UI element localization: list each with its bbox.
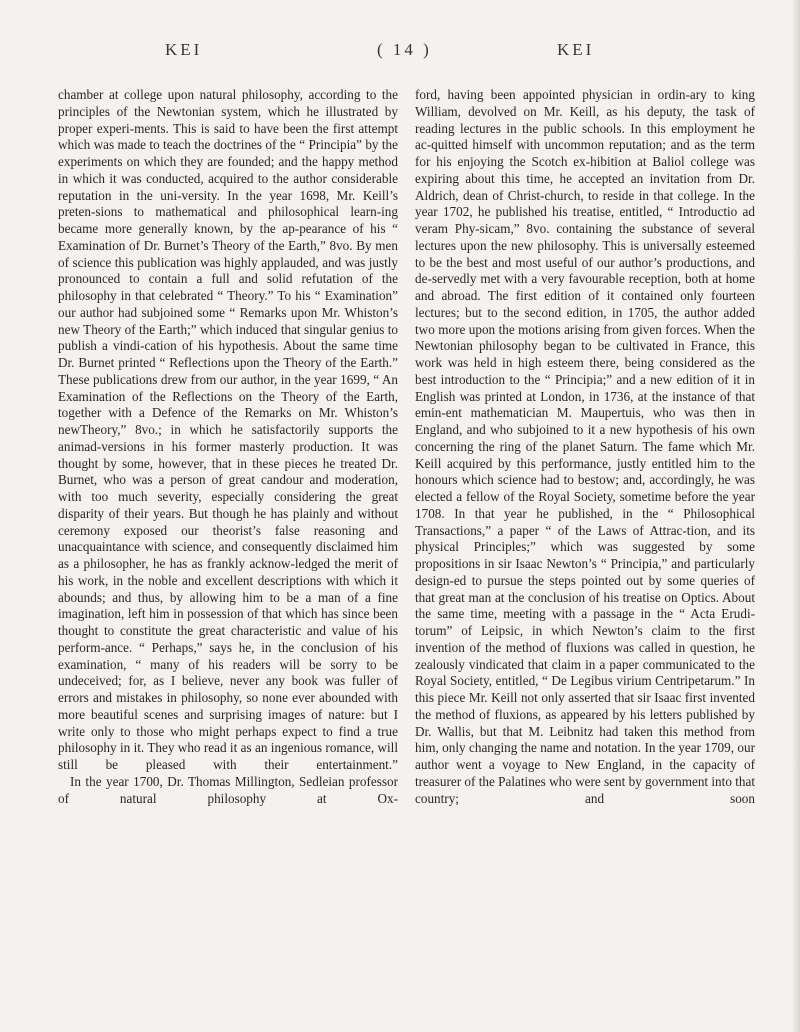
- right-column: [415, 87, 755, 807]
- header-right: KEI: [557, 40, 595, 59]
- page-edge-shadow: [792, 0, 800, 1032]
- running-header: [0, 40, 800, 70]
- left-column: [58, 87, 398, 807]
- left-paragraph-1: chamber at college upon natural philosophy, according to the principles of the Newtonian system, which he illustrated by proper experi-ments. This is said to have been the first attempt which was made to teach the doctrines of the “ Principia” by the experiments on which they are founded; and the happy method in which it was conducted, acquired to the author considerable reputation in the uni-versity. In the year 1698, Mr. Keill’s preten-sions to mathematical and philosophical learn-ing became more generally known, by the ap-pearance of his “ Examination of Dr. Burnet’s Theory of the Earth,” 8vo. By men of science this publication was highly applauded, and was justly pronounced to contain a full and solid refutation of the philosophy in that celebrated “ Theory.” To his “ Examination” our author had subjoined some “ Remarks upon Mr. Whiston’s new Theory of the Earth;” which induced that singular genius to publish a vindi-cation of his hypothesis. About the same time Dr. Burnet printed “ Reflections upon the Theory of the Earth.” These publications drew from our author, in the year 1699, “ An Examination of the Reflections on the Theory of the Earth, together with a Defence of the Remarks on Mr. Whiston’s newTheory,” 8vo.; in which he satisfactorily supports the animad-versions in his former masterly production. It was thought by some, however, that in these pieces he treated Dr. Burnet, who was a person of great candour and moderation, with too much severity, especially considering the great disparity of their years. But though he has plainly and without ceremony exposed our theorist’s false reasoning and unacquaintance with science, and consequently disclaimed him as a philosopher, he has as frankly acknow-ledged the merit of his work, in the noble and excellent descriptions with which it abounds; and thus, by allowing him to be a man of a fine imagination, left him in possession of that which has since been thought to constitute the great characteristic and value of his perform-ance. “ Perhaps,” says he, in the conclusion of his examination, “ many of his readers will be sorry to be undeceived; for, as I believe, never any book was fuller of errors and mistakes in philosophy, so none ever abounded with more beautiful scenes and surprising images of nature: but I write only to those who might perhaps expect to find a true philosophy in it. They who read it as an ingenious romance, will still be pleased with their entertainment.”: [58, 87, 398, 772]
- header-left: KEI: [165, 40, 203, 59]
- right-paragraph-1: ford, having been appointed physician in ordin-ary to king William, devolved on Mr. Keill, as his deputy, the task of reading lectures in the public schools. In this employment he ac-quitted himself with uncommon reputation; and as the term for his enjoying the Scotch ex-hibition at Baliol college was expiring about this time, he accepted an invitation from Dr. Aldrich, dean of Christ-church, to reside in that college. In the year 1702, he published his treatise, entitled, “ Introductio ad veram Phy-sicam,” 8vo. containing the substance of several lectures upon the new philosophy. This is universally esteemed to be the best and most useful of our author’s productions, and de-servedly met with a very favourable reception, both at home and abroad. The first edition of it contained only fourteen lectures; but to the second edition, in 1705, the author added two more upon the motions arising from given forces. When the Newtonian philosophy began to be cultivated in France, this work was held in high esteem there, being considered as the best introduction to the “ Principia;” and a new edition of it in English was printed at London, in 1736, at the instance of that emin-ent mathematician M. Maupertuis, who was then in England, and who subjoined to it a new hypothesis of his own concerning the ring of the planet Saturn. The fame which Mr. Keill acquired by this performance, justly entitled him to the honours which science had to bestow; and, accordingly, he was elected a fellow of the Royal Society, sometime before the year 1708. In that year he published, in the “ Philosophical Transactions,” a paper “ of the Laws of Attrac-tion, and its physical Principles;” which was suggested by some propositions in sir Isaac Newton’s “ Principia,” and particularly design-ed to pursue the steps pointed out by some queries of that great man at the conclusion of his treatise on Optics. About the same time, meeting with a passage in the “ Acta Erudi-torum” of Leipsic, in which Newton’s claim to the first invention of the method of fluxions was called in question, he zealously vindicated that claim in a paper communicated to the Royal Society, entitled, “ De Legibus virium Centripetarum.” In this piece Mr. Keill not only asserted that sir Isaac first invented the method of fluxions, as appeared by his letters published by Dr. Wallis, but that M. Leibnitz had taken this method from him, only changing the name and notation. In the year 1709, our author went a voyage to New England, in the capacity of treasurer of the Palatines who were sent by government into that country; and soon: [415, 87, 755, 806]
- left-paragraph-2: In the year 1700, Dr. Thomas Millington, Sedleian professor of natural philosophy at Ox-: [58, 773, 398, 806]
- page-number: ( 14 ): [377, 40, 432, 59]
